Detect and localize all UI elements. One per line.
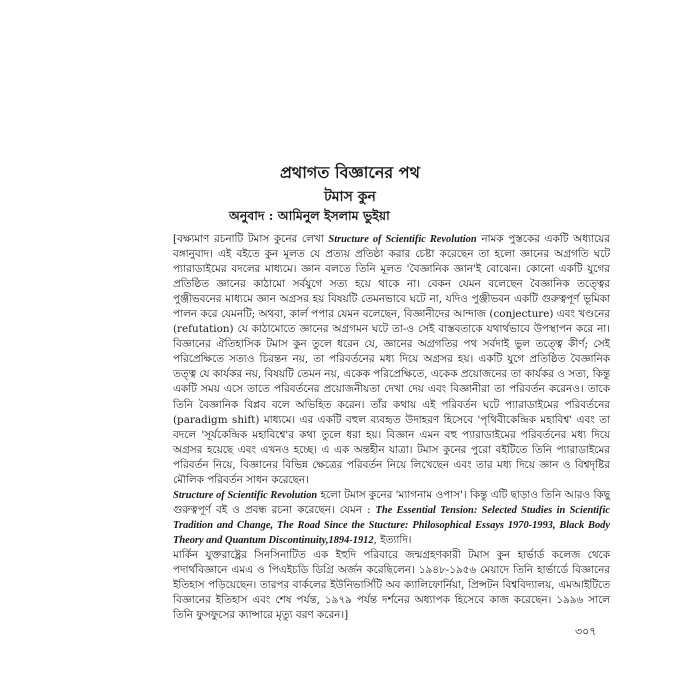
paragraph-works	[173, 488, 610, 548]
author-name: টমাস কুন	[324, 189, 376, 205]
body-text	[173, 232, 610, 623]
text-run: নামক পুস্তকের একটি অধ্যায়ের বঙ্গানুবাদ। এই বইতে কুন মূলত যে প্রত্যয় প্রতিষ্ঠা করার চেষ্টা করেছেন তা হলো জ্ঞানের অগ্রগতি ঘটে প্যারাডাইমের বদলের মাধ্যমে। জ্ঞান বলতে তিনি মূলত 'বৈজ্ঞানিক জ্ঞান'ই বোঝেন। কোনো একটি যুগের প্রতিষ্ঠিত জ্ঞানের কাঠামো সর্বযুগে সত্য হয়ে থাকে না। বেকন যেমন বলেছেন বৈজ্ঞানিক তত্ত্বের পুঞ্জীভবনের মাধ্যমে জ্ঞান অগ্রসর হয় বিষয়টি তেমনভাবে ঘটে না, যদিও পুঞ্জীভবন একটি গুরুত্বপূর্ণ ভূমিকা পালন করে যেমনটি; অথবা, কার্ল পপার যেমন বলেছেন, বিজ্ঞানীদের আন্দাজ (conjecture) এবং খণ্ডনের (refutation) যে কাঠামোতে জ্ঞানের অগ্রগমন ঘটে তা-ও সেই বাস্তবতাকে যথার্থভাবে উপস্থাপন করে না। বিজ্ঞানের ঐতিহাসিক টমাস কুন তুলে ধরেন যে, জ্ঞানের অগ্রগতির পথ সর্বদাই ভুল তত্ত্বে কীর্ণ; সেই পরিপ্রেক্ষিতে সত্যও চিরন্তন নয়, তা পরিবর্তনের মধ্য দিয়ে অগ্রসর হয়। একটি যুগে প্রতিষ্ঠিত বৈজ্ঞানিক তত্ত্ব যে কার্যকর নয়, বিষয়টি তেমন নয়, একেক পরিপ্রেক্ষিতে, একেক প্রয়োজনের তা কার্যকর ও সত্য, কিন্তু একটি সময় এসে তাতে পরিবর্তনের প্রয়োজনীয়তা দেখা দেয় এবং বিজ্ঞানীরা তা পরিবর্তন করেনও। তাকে তিনি বৈজ্ঞানিক বিপ্লব বলে অভিহিত করেন। তাঁর কথায় এই পরিবর্তন ঘটে প্যারাডাইমের পরিবর্তনের (paradigm shift) মাধ্যমে। এর একটি বহুল ব্যবহৃত উদাহরণ হিসেবে 'পৃথিবীকেন্দ্রিক মহাবিশ্ব' এবং তা বদলে 'সূর্যকেন্দ্রিক মহাবিশ্বে'র কথা তুলে ধরা হয়। বিজ্ঞান এমন বহু প্যারাডাইমের পরিবর্তনের মধ্য দিয়ে অগ্রসর হয়েছে এবং এখনও হচ্ছে। এ এক অন্তহীন যাত্রা। টমাস কুনের পুরো বইটিতে তিনি প্যারাডাইমের পরিবর্তন নিয়ে, বিজ্ঞানের বিভিন্ন ক্ষেত্রের পরিবর্তন নিয়ে লিখেছেন এবং তার মধ্য দিয়ে জ্ঞান ও বিশ্বদৃষ্টির মৌলিক পরিবর্তন সাধন করেছেন।	[173, 233, 610, 486]
text-run: , ইত্যাদি।	[373, 533, 412, 546]
paragraph-intro	[173, 232, 610, 488]
text-run: [বক্ষ্যমাণ রচনাটি টমাস কুনের লেখা	[173, 233, 329, 245]
paragraph-biography	[173, 548, 610, 623]
italic-text-run: The Essential Tension: Selected Studies in Scientific Tradition and Change, The Road Since the Stucture: Philosophical Essays 1970-1993, Black Body Theory and Quantum Discontinuity,1894-1912	[173, 504, 610, 546]
chapter-title: প্রথাগত বিজ্ঞানের পথ	[279, 163, 420, 182]
text-run: মার্কিন যুক্তরাষ্ট্রের সিনসিনাটিত এক ইহুদি পরিবারে জন্মগ্রহণকারী টমাস কুন হার্ভার্ড কলেজ থেকে পদার্থবিজ্ঞানে এমএ ও পিএইচডি ডিগ্রি অর্জন করেছিলেন। ১৯৪৮-১৯৫৬ মেয়াদে তিনি হার্ভার্ডে বিজ্ঞানের ইতিহাস পড়িয়েছেন। তারপর বার্কলের ইউনিভার্সিটি অব ক্যালিফোর্নিয়া, প্রিন্সটন বিশ্ববিদ্যালয়, এমআইটিতে বিজ্ঞানের ইতিহাস এবং শেষ পর্যন্ত, ১৯৭৯ পর্যন্ত দর্শনের অধ্যাপক হিসেবে কাজ করেছেন। ১৯৯৬ সালে তিনি ফুসফুসের ক্যান্সারে মৃত্যু বরণ করেন।]	[173, 548, 610, 622]
italic-text-run: Structure of Scientific Revolution	[328, 234, 477, 245]
text-run: হলো টমাস কুনের 'ম্যাগনাম ওপাস'। কিন্তু এটি ছাড়াও তিনি আরও কিছু গুরুত্বপূর্ণ বই ও প্রবন্ধ রচনা করেছেন। যেমন :	[173, 488, 610, 516]
italic-text-run: Structure of Scientific Revolution	[173, 489, 318, 501]
page-number: ৩০৭	[575, 625, 597, 638]
translator-credit: অনুবাদ : আমিনুল ইসলাম ভুইয়া	[229, 208, 390, 223]
